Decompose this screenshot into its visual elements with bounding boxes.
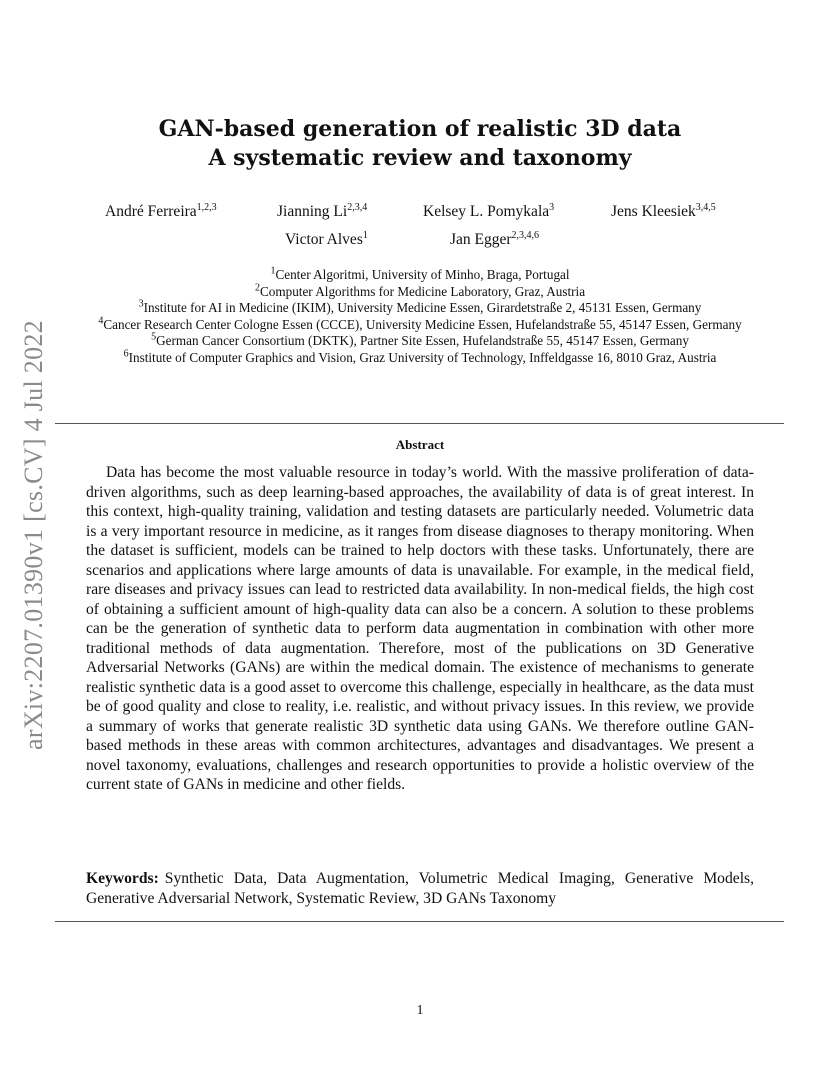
author-name: Jens Kleesiek [611, 203, 696, 220]
affiliation-3 [60, 300, 780, 317]
abstract-body: Data has become the most valuable resource in today’s world. With the massive proliferation of data-driven algorithms, such as deep learning-based approaches, the availability of data is of great interest. In this context, high-quality training, validation and testing datasets are particularly needed. Volumetric data is a very important resource in medicine, as it ranges from disease diagnoses to therapy monitoring. When the dataset is sufficient, models can be trained to help doctors with these tasks. Unfortunately, there are scenarios and applications where large amounts of data is unavailable. For example, in the medical field, rare diseases and privacy issues can lead to restricted data availability. In non-medical fields, the high cost of obtaining a sufficient amount of high-quality data can also be a concern. A solution to these problems can be the generation of synthetic data to perform data augmentation in combination with other more traditional methods of data augmentation. Therefore, most of the publications on 3D Generative Adversarial Networks (GANs) are within the medical domain. The existence of mechanisms to generate realistic synthetic data is a good asset to overcome this challenge, especially in healthcare, as the data must be of good quality and close to reality, i.e. realistic, and without privacy issues. In this review, we provide a summary of works that generate realistic 3D synthetic data using GANs. We therefore outline GAN-based methods in these areas with common architectures, advantages and disadvantages. We present a novel taxonomy, evaluations, challenges and research opportunities to provide a holistic overview of the current state of GANs in medicine and other fields. [86, 464, 754, 793]
affiliation-num: 5 [151, 331, 157, 343]
affiliation-text: German Cancer Consortium (DKTK), Partner Site Essen, Hufelandstraße 55, 45147 Essen, Germany [156, 333, 689, 348]
affiliations [60, 267, 780, 366]
abstract-bottom-rule [55, 921, 784, 922]
author-name: Jan Egger [450, 231, 512, 248]
author-2 [277, 203, 367, 221]
author-name: Jianning Li [277, 203, 348, 220]
author-name: Victor Alves [285, 231, 363, 248]
author-name: André Ferreira [105, 203, 197, 220]
author-3 [423, 203, 554, 221]
page-number: 1 [416, 1003, 424, 1018]
author-6 [450, 231, 539, 249]
title-line-2: A systematic review and taxonomy [208, 145, 632, 171]
author-affil-sup: 2,3,4 [347, 201, 368, 213]
affiliation-text: Institute for AI in Medicine (IKIM), University Medicine Essen, Girardetstraße 2, 45131 Essen, Germany [143, 300, 702, 315]
affiliation-num: 3 [138, 298, 144, 310]
abstract-top-rule [55, 423, 784, 424]
abstract-heading: Abstract [395, 437, 445, 452]
author-affil-sup: 3 [549, 201, 555, 213]
author-affil-sup: 1 [362, 229, 368, 241]
affiliation-text: Institute of Computer Graphics and Vision, Graz University of Technology, Inffeldgasse 16, 8010 Graz, Austria [128, 349, 717, 365]
affiliation-4 [60, 317, 780, 334]
author-name: Kelsey L. Pomykala [423, 203, 550, 220]
paper-title [0, 115, 840, 173]
author-affil-sup: 2,3,4,6 [511, 229, 540, 241]
affiliation-1 [60, 267, 780, 284]
keywords-label: Keywords: [86, 870, 159, 887]
affiliation-5 [60, 333, 780, 350]
keywords-text: Synthetic Data, Data Augmentation, Volumetric Medical Imaging, Generative Models, Generative Adversarial Network, Systematic Review, 3D GANs Taxonomy [86, 870, 754, 907]
keywords-section [86, 869, 754, 908]
arxiv-stamp: arXiv:2207.01390v1 [cs.CV] 4 Jul 2022 [19, 320, 48, 750]
affiliation-num: 6 [123, 348, 129, 360]
affiliation-6 [60, 350, 780, 367]
author-5 [285, 231, 368, 249]
affiliation-text: Center Algoritmi, University of Minho, Braga, Portugal [275, 267, 570, 282]
author-1 [105, 203, 217, 221]
affiliation-num: 1 [270, 265, 276, 277]
affiliation-text: Computer Algorithms for Medicine Laboratory, Graz, Austria [259, 283, 586, 299]
affiliation-2 [60, 284, 780, 301]
affiliation-num: 4 [98, 315, 104, 327]
affiliation-text: Cancer Research Center Cologne Essen (CCCE), University Medicine Essen, Hufelandstraße 55, 45147 Essen, Germany [103, 316, 742, 332]
author-4 [611, 203, 716, 221]
author-affil-sup: 1,2,3 [196, 201, 217, 213]
title-line-1: GAN-based generation of realistic 3D data [158, 116, 682, 142]
affiliation-num: 2 [254, 282, 260, 294]
author-affil-sup: 3,4,5 [695, 201, 716, 213]
